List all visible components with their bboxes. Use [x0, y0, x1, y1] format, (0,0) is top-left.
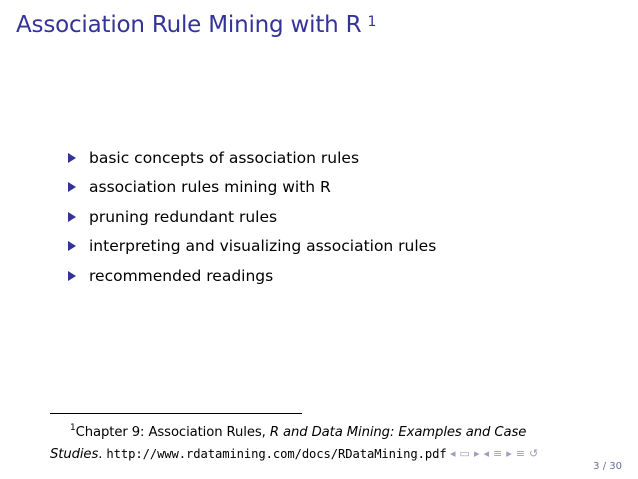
- footnote-url-link[interactable]: http://www.rdatamining.com/docs/RDataMining.pdf: [106, 447, 447, 461]
- footnote-mark: 1: [70, 423, 76, 433]
- triangle-bullet-icon: [68, 212, 76, 222]
- footnote-book-title-part2: Studies: [50, 447, 99, 462]
- bullet-item: [68, 202, 436, 232]
- bullet-text: basic concepts of association rules: [89, 148, 360, 167]
- subsection-prev-icon[interactable]: ◂: [483, 447, 489, 460]
- triangle-bullet-icon: [68, 153, 76, 163]
- footnote-separator: .: [98, 447, 107, 462]
- bullet-item: [68, 143, 436, 173]
- bullet-item: [68, 261, 436, 291]
- footnote-rule: [50, 413, 302, 414]
- frame-icon[interactable]: ▭: [459, 447, 470, 460]
- subsection-next-icon[interactable]: ▸: [506, 447, 512, 460]
- search-icon[interactable]: ↺: [528, 447, 539, 460]
- triangle-bullet-icon: [68, 271, 76, 281]
- footnote-line-1: [50, 423, 580, 444]
- bullet-text: interpreting and visualizing association rules: [89, 237, 437, 256]
- footnote-book-title-part1: R and Data Mining: Examples and Case: [269, 425, 527, 440]
- bullet-text: pruning redundant rules: [89, 207, 278, 226]
- bullet-item: [68, 232, 436, 262]
- triangle-bullet-icon: [68, 182, 76, 192]
- frame-prev-icon[interactable]: ◂: [450, 447, 456, 460]
- beamer-navigation-bar: [450, 447, 538, 460]
- footnote-prefix: Chapter 9: Association Rules,: [75, 425, 270, 440]
- slide-title: [16, 12, 376, 38]
- title-footnote-mark: 1: [367, 14, 377, 30]
- frame-next-icon[interactable]: ▸: [473, 447, 480, 460]
- section-icon[interactable]: ≡: [515, 447, 525, 460]
- subsection-icon[interactable]: ≡: [493, 447, 503, 460]
- bullet-list: [68, 143, 436, 291]
- bullet-item: [68, 173, 436, 203]
- slide-title-text: Association Rule Mining with R: [16, 12, 362, 38]
- bullet-text: association rules mining with R: [89, 178, 331, 197]
- bullet-text: recommended readings: [89, 266, 274, 285]
- page-number: 3 / 30: [593, 461, 622, 472]
- triangle-bullet-icon: [68, 241, 76, 251]
